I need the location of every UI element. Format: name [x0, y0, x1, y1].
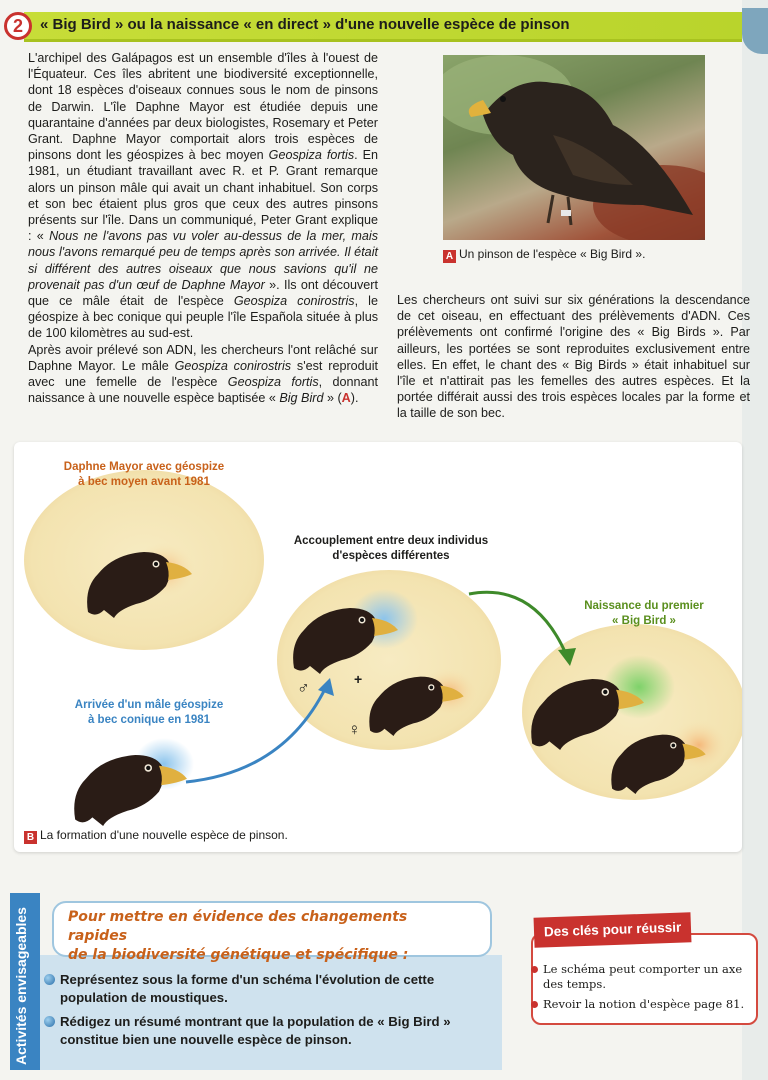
diagram-caption [24, 828, 288, 844]
species-name: Geospiza fortis [268, 148, 355, 163]
activities-band-label: Activités envisageables [13, 907, 29, 1065]
edge-blob [742, 8, 768, 54]
intro-text-run: L'archipel des Galápagos est un ensemble d'îles à l'ouest de l'Équateur. Ces îles abritent une biodiversité exceptionnelle, dont 18 espèces d'oiseaux connues sous le nom de pinsons de Darwin. L'île Daphne Mayor est étudiée depuis une quarantaine d'années par deux biologistes, Rosemary et Peter Grant. Daphne Mayor comportait alors trois espèces de pinsons dont les géospizes à bec moyen [28, 51, 378, 163]
species-name: Geospiza conirostris [174, 358, 292, 373]
label-daphne-line-2: à bec moyen avant 1981 [78, 476, 210, 488]
diagram-drawing [14, 442, 742, 852]
intro-paragraph-2 [28, 342, 378, 407]
activities-title [68, 908, 468, 965]
male-symbol: ♂ [297, 678, 310, 697]
female-symbol: ♀ [348, 720, 361, 739]
intro-text-run: » ( [323, 391, 342, 406]
intro-paragraph-1 [28, 50, 378, 342]
bullet-icon [44, 1016, 55, 1027]
section-header [0, 8, 742, 42]
photo-caption [443, 247, 645, 263]
activity-item-2-text: Rédigez un résumé montrant que la population de « Big Bird » constitue bien une nouvelle espèce de pinson. [60, 1014, 451, 1047]
doc-tag-b: B [24, 831, 37, 844]
label-accouplement [276, 534, 506, 564]
tip-item-2 [543, 997, 748, 1012]
tips-title: Des clés pour réussir [534, 912, 692, 947]
activities-title-line-2: de la biodiversité génétique et spécifique : [68, 947, 409, 963]
label-daphne-line-1: Daphne Mayor avec géospize [63, 461, 225, 473]
intro-text-run: , donnant naissance à une nouvelle espèce baptisée « [28, 375, 378, 406]
species-name: Geospiza fortis [227, 375, 319, 390]
photo-caption-text: Un pinson de l'espèce « Big Bird ». [459, 247, 646, 261]
plus-sign: + [354, 671, 363, 687]
intro-text-run: . En 1981, un étudiant travaillant avec R. et P. Grant remarque alors un pinson mâle qui avait un chant inhabituel. Son corps et son bec étaient plus gros que ceux des autres pinsons présents sur l'île. Dans un communiqué, Peter Grant explique : « [28, 148, 379, 244]
doc-tag-a: A [443, 250, 456, 263]
tip-item-1 [543, 962, 748, 992]
label-naissance-line-1: Naissance du premier [584, 600, 704, 612]
label-accouplement-line-1: Accouplement entre deux individus [293, 535, 489, 547]
activities-title-line-1: Pour mettre en évidence des changements rapides [68, 909, 408, 944]
species-name: Geospiza conirostris [233, 294, 355, 309]
bullet-icon [531, 1001, 538, 1008]
species-name: Big Bird [279, 391, 324, 406]
activity-item-1 [60, 971, 480, 1007]
activity-item-2 [60, 1013, 480, 1049]
research-text: Les chercheurs ont suivi sur six générations la descendance de cet oiseau, en effectuant des prélèvements d'ADN. Ces prélèvements ont confirmé l'origine des « Big Birds ». Par ailleurs, les portées se sont reproduites exclusivement entre elles. En effet, le chant des « Big Birds » était inhabituel sur l'île et n'attirait pas les femelles des autres espèces. Et la portée différait aussi des trois espèces locales par la forme et la taille de son bec. [397, 293, 750, 421]
section-title: « Big Bird » ou la naissance « en direct » d'une nouvelle espèce de pinson [40, 16, 570, 33]
grant-quote: Nous ne l'avons pas vu voler au-dessus de la mer, mais nous l'avons remarqué peu de temps après son arrivée. Il était si différent des autres oiseaux que nous savions qu'il ne provenait pas d'un œuf de Daphne Mayor [28, 229, 378, 292]
page-edge-decoration [742, 0, 768, 1080]
doc-reference-a: A [341, 391, 351, 406]
activities-box [10, 893, 502, 1070]
intro-text-run: ). [350, 391, 359, 406]
finch-photo-illustration [443, 55, 705, 240]
bullet-icon [44, 974, 55, 985]
tip-item-2-text: Revoir la notion d'espèce page 81. [543, 997, 745, 1011]
intro-text-run: ». Ils ont découvert que ce mâle était de l'espèce [28, 277, 378, 309]
intro-text [28, 50, 378, 406]
section-number-badge: 2 [4, 12, 32, 40]
intro-text-run: Après avoir prélevé son ADN, les chercheurs l'ont relâché sur Daphne Mayor. Le mâle [28, 342, 378, 373]
label-daphne [54, 460, 234, 490]
label-arrivee [54, 698, 244, 728]
diagram-caption-text: La formation d'une nouvelle espèce de pinson. [40, 828, 288, 842]
finch-photo [443, 55, 705, 240]
intro-text-run: , le géospize à bec conique qui peuple l'île Española située à plus de 100 kilomètres au sud-est. [28, 294, 378, 341]
bullet-icon [531, 966, 538, 973]
activity-item-1-text: Représentez sous la forme d'un schéma l'évolution de cette population de moustiques. [60, 972, 435, 1005]
label-arrivee-line-1: Arrivée d'un mâle géospize [74, 699, 224, 711]
header-underline [24, 39, 742, 42]
label-accouplement-line-2: d'espèces différentes [332, 550, 450, 562]
label-naissance [554, 599, 734, 629]
speciation-diagram [14, 442, 742, 852]
label-arrivee-line-2: à bec conique en 1981 [87, 714, 211, 726]
label-naissance-line-2: « Big Bird » [612, 615, 676, 627]
intro-text-run: s'est reproduit avec une femelle de l'espèce [28, 358, 378, 390]
tip-item-1-text: Le schéma peut comporter un axe des temps. [543, 962, 743, 991]
